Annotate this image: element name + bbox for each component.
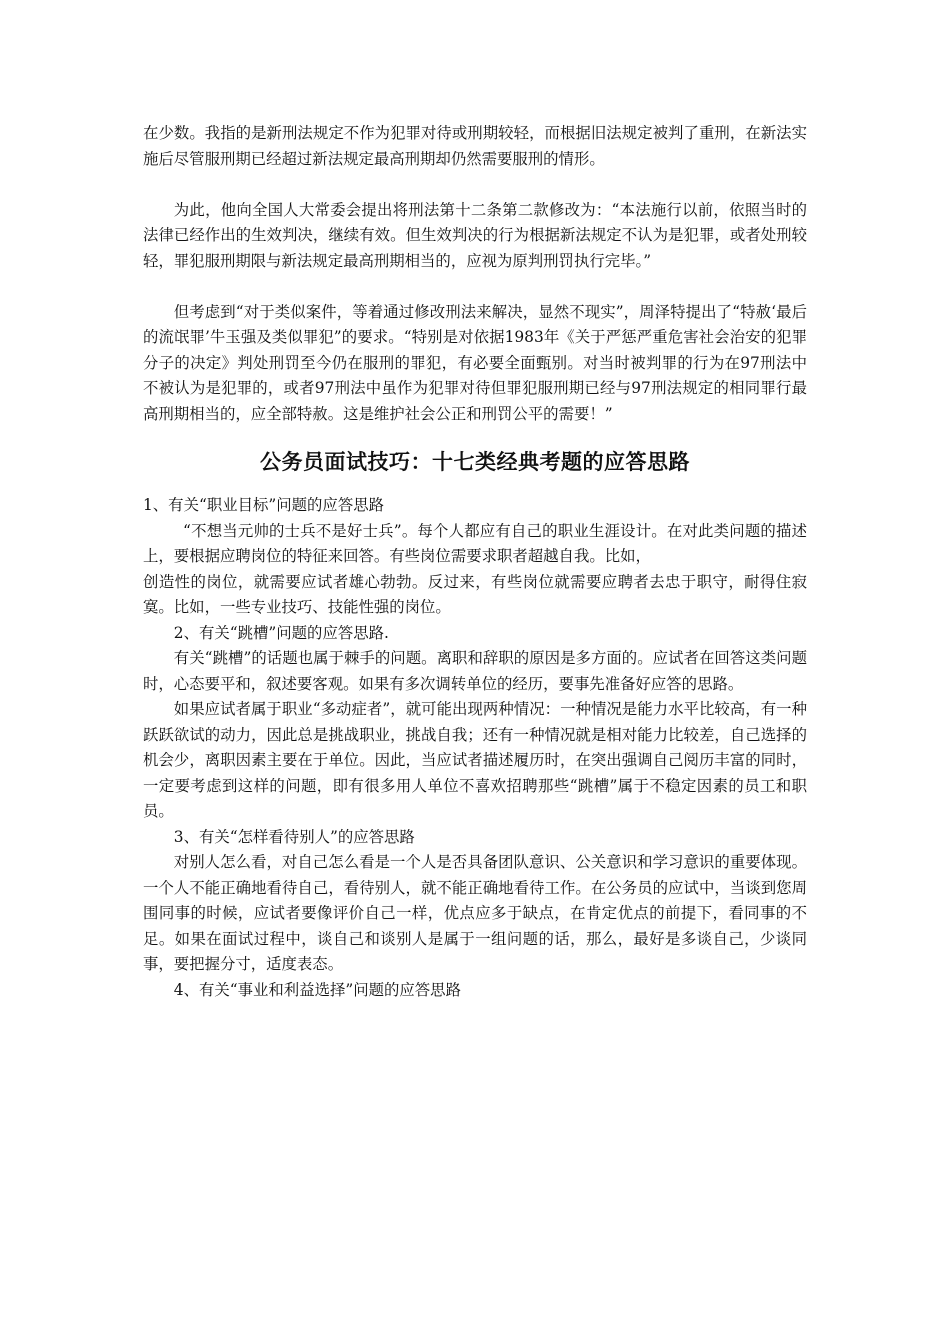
body-paragraph: 在少数。我指的是新刑法规定不作为犯罪对待或刑期较轻，而根据旧法规定被判了重刑，在新法实施后尽管服刑期已经超过新法规定最高刑期却仍然需要服刑的情形。 (143, 124, 807, 168)
paragraph-spacer (143, 172, 807, 198)
section-paragraph: 有关“跳槽”的话题也属于棘手的问题。离职和辞职的原因是多方面的。应试者在回答这类问题时，心态要平和，叙述要客观。如果有多次调转单位的经历，要事先准备好应答的思路。 (143, 649, 807, 693)
section-title: 2、有关“跳槽”问题的应答思路. (173, 623, 389, 642)
section-title: 4、有关“事业和利益选择”问题的应答思路 (173, 980, 461, 999)
section-title: 1、有关“职业目标”问题的应答思路 (143, 496, 384, 514)
section-title: 3、有关“怎样看待别人”的应答思路 (173, 827, 415, 846)
body-paragraph: 为此，他向全国人大常委会提出将刑法第十二条第二款修改为：“本法施行以前，依照当时的法律已经作出的生效判决，继续有效。但生效判决的行为根据新法规定不认为是犯罪，或者处刑较轻，罪犯服刑期限与新法规定最高刑期相当的，应视为原判刑罚执行完毕。” (143, 200, 807, 270)
article-heading: 公务员面试技巧：十七类经典考题的应答思路 (260, 450, 690, 474)
body-paragraph: 但考虑到“对于类似案件，等着通过修改刑法来解决，显然不现实”，周泽特提出了“特赦‘最后的流氓罪’牛玉强及类似罪犯”的要求。“特别是对依据1983年《关于严惩严重危害社会治安的犯罪分子的决定》判处刑罚至今仍在服刑的罪犯，有必要全面甄别。对当时被判罪的行为在97刑法中不被认为是犯罪的，或者97刑法中虽作为犯罪对待但罪犯服刑期已经与97刑法规定的相同罪行最高刑期相当的，应全部特赦。这是维护社会公正和刑罚公平的需要！” (143, 302, 807, 423)
section-paragraph: “不想当元帅的士兵不是好士兵”。每个人都应有自己的职业生涯设计。在对此类问题的描述上，要根据应聘岗位的特征来回答。有些岗位需要求职者超越自我。比如， (143, 521, 807, 565)
paragraph-spacer (143, 274, 807, 300)
section-paragraph: 创造性的岗位，就需要应试者雄心勃勃。反过来，有些岗位就需要应聘者去忠于职守，耐得住寂寞。比如，一些专业技巧、技能性强的岗位。 (143, 572, 807, 616)
section-paragraph: 如果应试者属于职业“多动症者”，就可能出现两种情况：一种情况是能力水平比较高，有一种跃跃欲试的动力，因此总是挑战职业，挑战自我；还有一种情况就是相对能力比较差，自己选择的机会少，离职因素主要在于单位。因此，当应试者描述履历时，在突出强调自己阅历丰富的同时，一定要考虑到这样的问题，即有很多用人单位不喜欢招聘那些“跳槽”属于不稳定因素的员工和职员。 (143, 700, 807, 820)
section-paragraph: 对别人怎么看，对自己怎么看是一个人是否具备团队意识、公关意识和学习意识的重要体现。一个人不能正确地看待自己，看待别人，就不能正确地看待工作。在公务员的应试中，当谈到您周围同事的时候，应试者要像评价自己一样，优点应多于缺点，在肯定优点的前提下，看同事的不足。如果在面试过程中，谈自己和谈别人是属于一组问题的话，那么，最好是多谈自己，少谈同事，要把握分寸，适度表态。 (143, 853, 807, 973)
